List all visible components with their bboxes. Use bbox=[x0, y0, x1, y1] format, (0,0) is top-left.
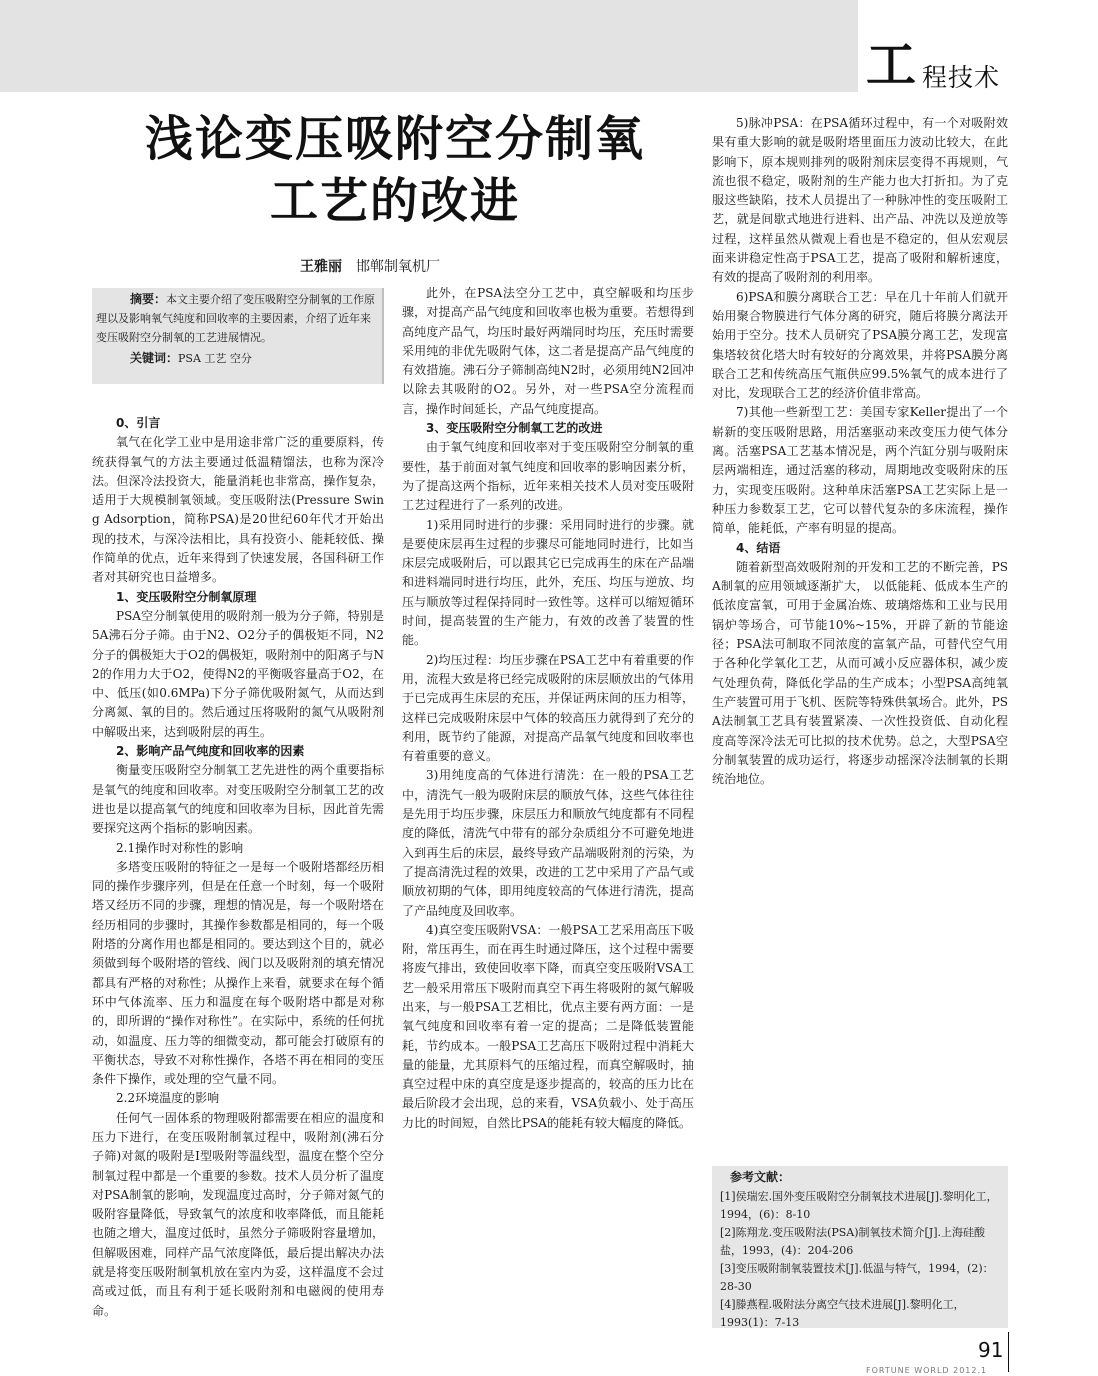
column-2 bbox=[402, 284, 694, 1334]
paragraph: PSA空分制氧使用的吸附剂一般为分子筛，特别是5A沸石分子筛。由于N2、O2分子的偶极矩不同，N2分子的偶极矩大于O2的偶极矩，吸附剂中的阳离子与N2的作用力大于O2，使得N2的平衡吸容量高于O2，在中、低压(如0.6MPa)下分子筛优吸附氮气，从而达到分离氮、氧的目的。然后通过压将吸附的氮气从吸附剂中解吸出来，达到吸附层的再生。 bbox=[92, 608, 384, 739]
heading-conclusion: 4、结语 bbox=[736, 540, 781, 555]
paragraph: 7)其他一些新型工艺：美国专家Keller提出了一个崭新的变压吸附思路，用活塞驱动来改变压力使气体分离。活塞PSA工艺基本情况是，两个汽缸分别与吸附床层两端相连，通过活塞的移动，周期地改变吸附床的压力，实现变压吸附。这种单床活塞PSA工艺实际上是一种压力参数泵工艺，它可以替代复杂的多床流程，操作简单，能耗低，产率有明显的提高。 bbox=[712, 405, 1008, 536]
heading-factors: 2、影响产品气纯度和回收率的因素 bbox=[116, 744, 305, 759]
section-label: 程技术 bbox=[922, 63, 1001, 92]
paragraph: 氧气在化学工业中是用途非常广泛的重要原料，传统获得氧气的方法主要通过低温精馏法，也称为深冷法。但深冷法投资大，能量消耗也非常高，操作复杂，适用于大规模制氧领域。变压吸附法(Pressure Swing Adsorption，简称PSA)是20世纪60年代才开始出现的技术，与深冷法相比，具有投资小、能耗较低、操作简单的优点，近年来得到了快速发展，各国科研工作者对其研究也日益增多。 bbox=[92, 435, 384, 585]
journal-footer: FORTUNE WORLD 2012.1 bbox=[866, 1366, 988, 1375]
heading-improvements: 3、变压吸附空分制氧工艺的改进 bbox=[426, 421, 603, 436]
column-3 bbox=[712, 114, 1008, 1114]
paragraph: 3)用纯度高的气体进行清洗：在一般的PSA工艺中，清洗气一般为吸附床层的顺放气体，这些气体往往是先用于均压步骤，床层压力和顺放气纯度都有不同程度的降低，清洗气中带有的部分杂质组分不可避免地进入到再生后的床层，最终导致产品端吸附剂的污染，为了提高清洗过程的效果，改进的工艺中采用了产品气或顺放初期的气体，即用纯度较高的气体进行清洗，提高了产品纯度及回收率。 bbox=[402, 768, 694, 918]
reference-item: [2]陈翔龙.变压吸附法(PSA)制氧技术简介[J].上海硅酸盐，1993，(4)：204-206 bbox=[720, 1226, 986, 1257]
author-line bbox=[300, 256, 620, 276]
abstract-box bbox=[92, 288, 384, 384]
paragraph: 5)脉冲PSA：在PSA循环过程中，有一个对吸附效果有重大影响的就是吸附塔里面压力波动比较大，在此影响下，原本规则排列的吸附剂床层变得不再规则，气流也很不稳定，吸附剂的生产能力也大打折扣。为了克服这些缺陷，技术人员提出了一种脉冲性的变压吸附工艺，就是间歇式地进行进料、出产品、冲洗以及逆放等过程，这样虽然从微观上看也是不稳定的，但从宏观层面来讲稳定性高于PSA工艺，提高了吸附和解析速度，有效的提高了吸附剂的利用率。 bbox=[712, 116, 1008, 285]
references-title: 参考文献： bbox=[730, 1170, 791, 1184]
reference-item: [4]滕燕程.吸附法分离空气技术进展[J].黎明化工，1993(1)：7-13 bbox=[720, 1298, 965, 1328]
author-name: 王雅丽 bbox=[300, 259, 342, 275]
paragraph: 衡量变压吸附空分制氧工艺先进性的两个重要指标是氧气的纯度和回收率。对变压吸附空分制氧工艺的改进也是以提高氧气的纯度和回收率为目标，因此首先需要探究这两个指标的影响因素。 bbox=[92, 763, 384, 836]
page-number-rule bbox=[1008, 1332, 1009, 1372]
references-box bbox=[712, 1166, 1008, 1328]
paragraph: 1)采用同时进行的步骤：采用同时进行的步骤。就是要使床层再生过程的步骤尽可能地同时进行，比如当床层完成吸附后，可以跟其它已完成再生的床在产品端和进料端同时进行均压，此外，充压、均压与逆放、均压与顺放等过程保持同时一致性等。这样可以缩短循环时间，提高装置的生产能力，有效的改善了装置的性能。 bbox=[402, 517, 694, 648]
paragraph: 4)真空变压吸附VSA：一般PSA工艺采用高压下吸附，常压再生，而在再生时通过降压，这个过程中需要将废气排出，致使回收率下降，而真空变压吸附VSA工艺一般采用常压下吸附而真空下再生将吸附的氮气解吸出来，与一般PSA工艺相比，优点主要有两方面：一是氧气纯度和回收率有着一定的提高；二是降低装置能耗，节约成本。一般PSA工艺高压下吸附过程中消耗大量的能量，尤其原料气的压缩过程，而真空解吸时，抽真空过程中床的真空度是逐步提高的，较高的压力比在最后阶段才会出现，总的来看，VSA负载小、处于高压力比的时间短，自然比PSA的能耗有较大幅度的降低。 bbox=[402, 922, 694, 1130]
heading-introduction: 0、引言 bbox=[116, 416, 161, 430]
page-number: 91 bbox=[978, 1338, 1004, 1362]
paragraph: 由于氧气纯度和回收率对于变压吸附空分制氧的重要性，基于前面对氧气纯度和回收率的影响因素分析，为了提高这两个指标，近年来相关技术人员对变压吸附工艺过程进行了一系列的改进。 bbox=[402, 440, 694, 513]
reference-item: [1]侯瑞宏.国外变压吸附空分制氧技术进展[J].黎明化工，1994，(6)：8-10 bbox=[720, 1190, 998, 1221]
paragraph: 多塔变压吸附的特征之一是每一个吸附塔都经历相同的操作步骤序列，但是在任意一个时刻，每一个吸附塔又经历不同的步骤，理想的情况是，每一个吸附塔在经历相同的步骤时，其操作参数都是相同的，每一个吸附塔的分离作用也都是相同的。要达到这个目的，就必须做到每个吸附塔的管线、阀门以及吸附剂的填充情况都具有严格的对称性；从操作上来看，就要求在每个循环中气体流率、压力和温度在每个吸附塔中都是对称的，即所谓的“操作对称性”。在实际中，系统的任何扰动，如温度、压力等的细微变动，都可能会打破原有的平衡状态，导致不对称性操作，各塔不再在相同的变压条件下操作，或处理的空气量不同。 bbox=[92, 859, 384, 1087]
heading-principle: 1、变压吸附空分制氧原理 bbox=[116, 589, 257, 604]
abstract bbox=[96, 290, 378, 347]
paragraph: 任何气一固体系的物理吸附都需要在相应的温度和压力下进行，在变压吸附制氧过程中，吸附剂(沸石分子筛)对氮的吸附是I型吸附等温线型，温度在整个空分制氧过程中都是一个重要的参数。技术人员分析了温度对PSA制氧的影响，发现温度过高时，分子筛对氮气的吸附容量降低，导致氧气的浓度和收率降低，而且能耗也随之增大，温度过低时，虽然分子筛吸附容量增加，但解吸困难，同样产品气浓度降低，最后提出解决办法就是将变压吸附制氧机放在室内为妥，这样温度不会过高或过低，而且有利于延长吸附剂和电磁阀的使用寿命。 bbox=[92, 1110, 384, 1318]
paragraph: 此外，在PSA法空分工艺中，真空解吸和均压步骤，对提高产品气纯度和回收率也极为重要。若想得到高纯度产品气，均压时最好两端同时均压，充压时需要采用纯的非优先吸附气体，这二者是提高产品气纯度的有效措施。沸石分子筛制高纯N2时，必须用纯N2回冲以除去其吸附的O2。另外，对一些PSA空分流程而言，操作时间延长，产品气纯度提高。 bbox=[402, 286, 694, 416]
title-line-1: 浅论变压吸附空分制氧 bbox=[144, 111, 645, 167]
subheading-temperature: 2.2环境温度的影响 bbox=[116, 1091, 220, 1106]
column-1 bbox=[92, 414, 384, 1334]
paragraph: 随着新型高效吸附剂的开发和工艺的不断完善，PSA制氧的应用领域逐渐扩大， 以低能耗、低成本生产的低浓度富氧，可用于金属冶炼、玻璃熔炼和工业与民用锅炉等场合，可节能10%~15%，开辟了新的节能途径；PSA法可制取不同浓度的富氧产品，可替代空气用于各种化学氧化工艺，从而可减小反应器体积，减少废气处理负荷，降低化学品的生产成本；小型PSA高纯氧生产装置可用于飞机、医院等特殊供氧场合。此外，PSA法制氧工艺具有装置紧凑、一次性投资低、自动化程度高等深冷法无可比拟的技术优势。总之，大型PSA空分制氧装置的成功运行，将逐步动摇深冷法制氧的长期统治地位。 bbox=[712, 559, 1008, 787]
abstract-label: 摘要： bbox=[130, 292, 167, 306]
paragraph: 6)PSA和膜分离联合工艺：早在几十年前人们就开始用聚合物膜进行气体分离的研究，随后将膜分离法开始用于空分。技术人员研究了PSA膜分离工艺，发现富集塔较贫化塔大时有较好的分离效果，并将PSA膜分离联合工艺和传统高压气瓶供应99.5%氧气的成本进行了对比，发现联合工艺的经济价值非常高。 bbox=[712, 289, 1008, 401]
keywords-label: 关键词： bbox=[130, 351, 179, 365]
section-label-big: 工 bbox=[866, 36, 916, 94]
paragraph: 2)均压过程：均压步骤在PSA工艺中有着重要的作用，流程大致是将已经完成吸附的床层顺放出的气体用于已完成再生床层的充压，并保证两床间的压力相等，这样已完成吸附床层中气体的较高压力就得到了充分的利用，既节约了能源，对提高产品氧气纯度和回收率也有着重要的意义。 bbox=[402, 652, 694, 764]
reference-item: [3]变压吸附制氧装置技术[J].低温与特气，1994，(2)：28-30 bbox=[720, 1262, 994, 1293]
author-organization: 邯郸制氧机厂 bbox=[356, 259, 440, 275]
title-line-2: 工艺的改进 bbox=[269, 173, 520, 229]
article-title bbox=[130, 108, 660, 232]
subheading-symmetry: 2.1操作时对称性的影响 bbox=[116, 840, 244, 855]
keywords bbox=[96, 349, 378, 368]
abstract-text: 本文主要介绍了变压吸附空分制氧的工作原理以及影响氧气纯度和回收率的主要因素，介绍了近年来变压吸附空分制氧的工艺进展情况。 bbox=[96, 293, 376, 344]
keywords-text: PSA 工艺 空分 bbox=[178, 352, 252, 365]
